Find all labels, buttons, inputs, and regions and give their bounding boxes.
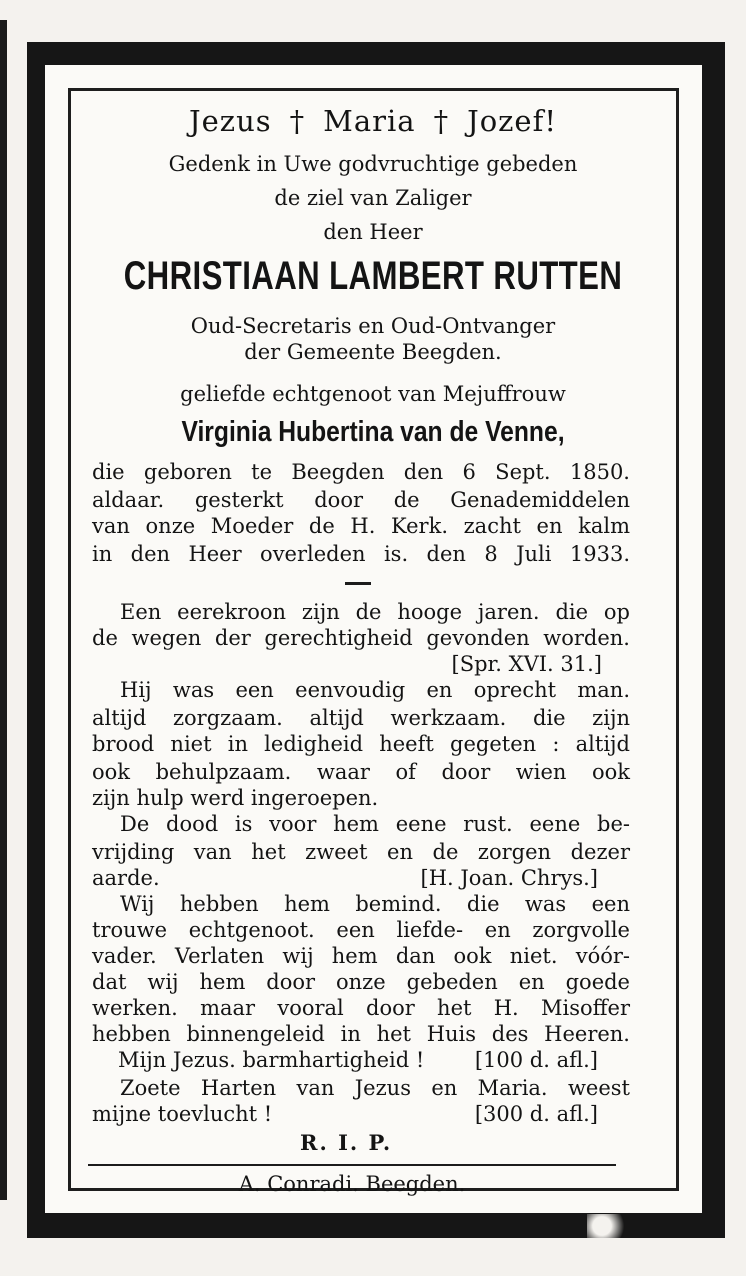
paragraph-line: brood niet in ledigheid heeft gegeten : altijd (92, 732, 630, 756)
deceased-name: CHRISTIAAN LAMBERT RUTTEN (123, 254, 623, 298)
section-dash (345, 582, 371, 585)
quote-source: [Spr. XVI. 31.] (451, 652, 602, 676)
indulgence: [100 d. afl.] (474, 1048, 598, 1072)
quote-line: De dood is voor hem eene rust. eene be- (120, 812, 630, 836)
cross-icon: † (289, 104, 306, 138)
prayer-text: Mijn Jezus. barmhartigheid ! (118, 1048, 425, 1072)
intro-line: Gedenk in Uwe godvruchtige gebeden (168, 152, 578, 176)
paragraph-line: vader. Verlaten wij hem dan ook niet. vóór- (92, 944, 630, 968)
paragraph-line: Hij was een eenvoudig en oprecht man. (120, 678, 630, 702)
title-line: der Gemeente Beegden. (244, 340, 502, 364)
paragraph-line: werken. maar vooral door het H. Misoffer (92, 996, 630, 1020)
quote-line: vrijding van het zweet en de zorgen dezer (92, 840, 630, 864)
invocation-jezus: Jezus (189, 104, 272, 138)
printer-imprint: A. Conradi. Beegden. (238, 1172, 466, 1196)
rip: R. I. P. (300, 1130, 393, 1155)
cross-icon: † (433, 104, 450, 138)
paragraph-line: dat wij hem door onze gebeden en goede (92, 970, 630, 994)
prayer-text: mijne toevlucht ! (92, 1102, 273, 1126)
bio-line: aldaar. gesterkt door de Genademiddelen (92, 488, 630, 512)
invocation-line (0, 104, 746, 138)
prayer-line (92, 1102, 598, 1126)
quote-last-line (92, 866, 630, 890)
bio-line: die geboren te Beegden den 6 Sept. 1850. (92, 460, 630, 484)
paragraph-line: hebben binnengeleid in het Huis des Heeren. (92, 1022, 630, 1046)
paragraph-line: Wij hebben hem bemind. die was een (120, 892, 630, 916)
invocation-maria: Maria (323, 104, 416, 138)
paragraph-line: zijn hulp werd ingeroepen. (92, 786, 379, 810)
spouse-intro: geliefde echtgenoot van Mejuffrouw (180, 382, 566, 406)
spouse-name: Virginia Hubertina van de Venne, (181, 416, 565, 448)
invocation-jozef: Jozef! (467, 104, 557, 138)
bio-line: in den Heer overleden is. den 8 Juli 1933. (92, 542, 630, 566)
quote-source: [H. Joan. Chrys.] (420, 866, 598, 890)
prayer-line (118, 1048, 598, 1072)
prayer-line: Zoete Harten van Jezus en Maria. weest (120, 1076, 630, 1100)
intro-line: de ziel van Zaliger (274, 186, 472, 210)
quote-line: Een eerekroon zijn de hooge jaren. die op (120, 600, 630, 624)
quote-line: aarde. (92, 866, 160, 890)
title-line: Oud-Secretaris en Oud-Ontvanger (190, 314, 556, 338)
paragraph-line: ook behulpzaam. waar of door wien ook (92, 760, 630, 784)
paragraph-line: trouwe echtgenoot. een liefde- en zorgvolle (92, 918, 630, 942)
bio-line: van onze Moeder de H. Kerk. zacht en kalm (92, 514, 630, 538)
indulgence: [300 d. afl.] (474, 1102, 598, 1126)
paragraph-line: altijd zorgzaam. altijd werkzaam. die zijn (92, 706, 630, 730)
quote-line: de wegen der gerechtigheid gevonden worden. (92, 626, 630, 650)
intro-line: den Heer (323, 220, 423, 244)
bottom-rule (88, 1164, 616, 1166)
